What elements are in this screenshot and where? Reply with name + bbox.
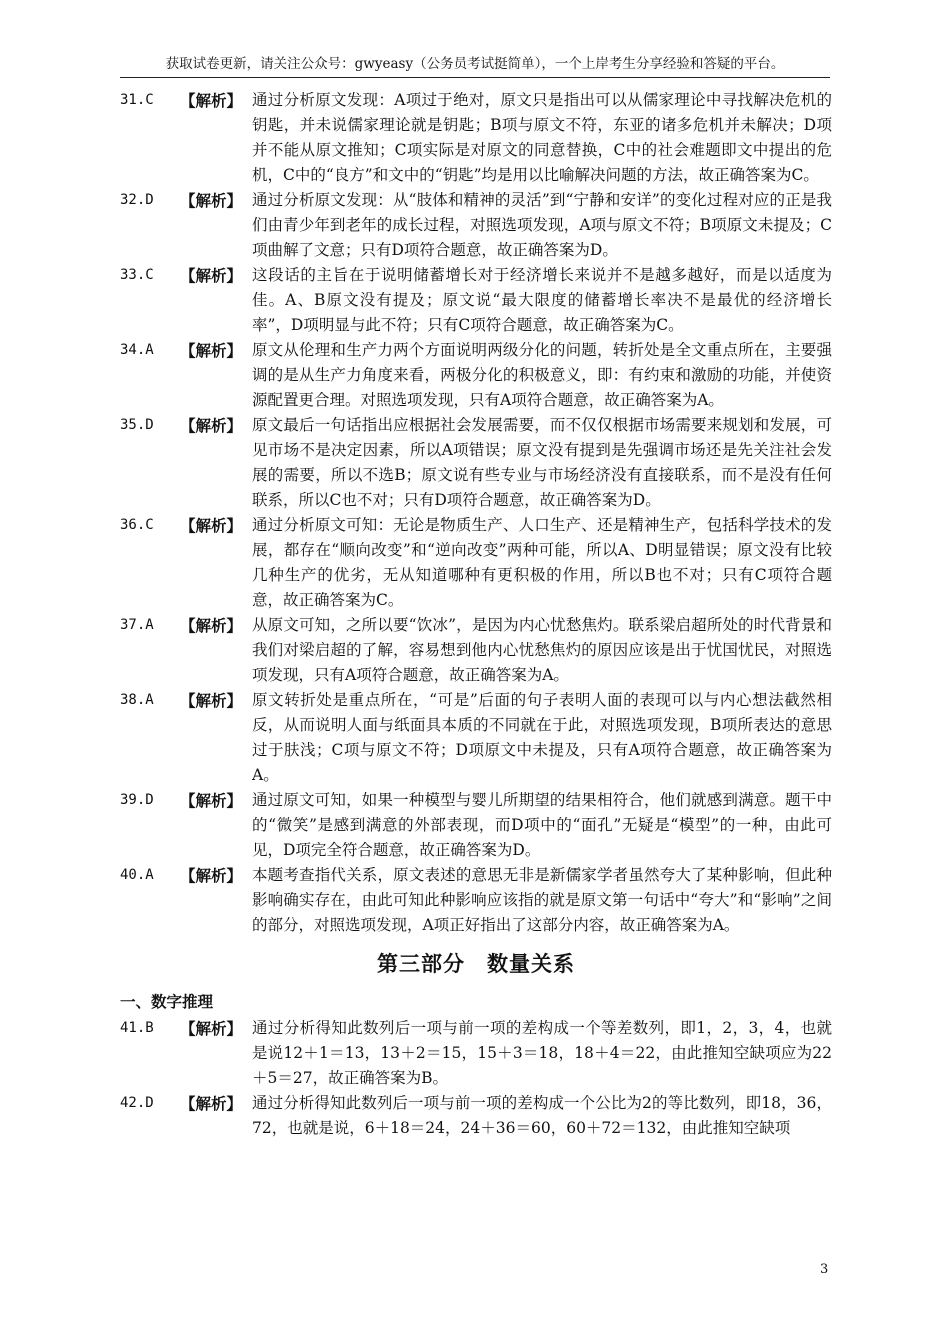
analysis-text: 本题考查指代关系，原文表述的意思无非是新儒家学者虽然夸大了某种影响，但此种影响确实存在，由此可知此种影响应该指的就是原文第一句话中“夸大”和“影响”之间的部分，对照选项发现，A项正好指出了这部分内容，故正确答案为A。: [252, 866, 832, 934]
analysis-text: 通过分析得知此数列后一项与前一项的差构成一个公比为2的等比数列，即18，36，72，也就是说，6＋18＝24，24＋36＝60，60＋72＝132，由此推知空缺项: [252, 1094, 832, 1137]
page-number: 3: [820, 1262, 829, 1277]
answer-item: [120, 688, 832, 788]
answer-number: 35.D: [120, 417, 154, 433]
answer-item: [120, 1016, 832, 1091]
answer-item: [120, 88, 832, 188]
answer-item: [120, 338, 832, 413]
analysis-tag: 【解析】: [180, 416, 243, 435]
answer-list-numbers: [120, 1016, 832, 1141]
answer-number: 40.A: [120, 867, 154, 883]
answer-number: 37.A: [120, 617, 154, 633]
analysis-text: 原文最后一句话指出应根据社会发展需要，而不仅仅根据市场需要来规划和发展，可见市场不是决定因素，所以A项错误；原文没有提到是先强调市场还是先关注社会发展的需要，所以不选B；原文说有些专业与市场经济没有直接联系，而不是没有任何联系，所以C也不对；只有D项符合题意，故正确答案为D。: [252, 416, 832, 509]
analysis-text: 原文从伦理和生产力两个方面说明两级分化的问题，转折处是全文重点所在，主要强调的是从生产力角度来看，两极分化的积极意义，即：有约束和激励的功能，并使资源配置更合理。对照选项发现，只有A项符合题意，故正确答案为A。: [252, 341, 832, 409]
answer-item: [120, 263, 832, 338]
analysis-tag: 【解析】: [180, 516, 243, 535]
answer-number: 36.C: [120, 517, 154, 533]
analysis-text: 通过分析原文可知：无论是物质生产、人口生产、还是精神生产，包括科学技术的发展，都存在“顺向改变”和“逆向改变”两种可能，所以A、D明显错误；原文没有比较几种生产的优劣，无从知道哪种有更积极的作用，所以B也不对；只有C项符合题意，故正确答案为C。: [252, 516, 832, 609]
answer-content: [120, 88, 832, 1141]
analysis-tag: 【解析】: [180, 341, 243, 360]
analysis-tag: 【解析】: [180, 191, 243, 210]
section-title: 第三部分 数量关系: [377, 952, 575, 976]
analysis-text: 这段话的主旨在于说明储蓄增长对于经济增长来说并不是越多越好，而是以适度为佳。A、B原文没有提及；原文说“最大限度的储蓄增长率决不是最优的经济增长率”，D项明显与此不符；只有C项符合题意，故正确答案为C。: [252, 266, 832, 334]
analysis-text: 从原文可知，之所以要“饮冰”，是因为内心忧愁焦灼。联系梁启超所处的时代背景和我们对梁启超的了解，容易想到他内心忧愁焦灼的原因应该是出于忧国忧民，对照选项发现，只有A项符合题意，故正确答案为A。: [252, 616, 832, 684]
answer-number: 38.A: [120, 692, 154, 708]
analysis-text: 通过分析原文发现：A项过于绝对，原文只是指出可以从儒家理论中寻找解决危机的钥匙，并未说儒家理论就是钥匙；B项与原文不符，东亚的诸多危机并未解决；D项并不能从原文推知；C项实际是对原文的同意替换，C中的社会难题即文中提出的危机，C中的“良方”和文中的“钥匙”均是用以比喻解决问题的方法，故正确答案为C。: [252, 91, 832, 184]
answer-number: 31.C: [120, 92, 154, 108]
answer-item: [120, 613, 832, 688]
analysis-tag: 【解析】: [180, 791, 243, 810]
subsection-title: 一、数字推理: [120, 993, 214, 1011]
answer-number: 32.D: [120, 192, 154, 208]
analysis-text: 通过分析得知此数列后一项与前一项的差构成一个等差数列，即1，2，3，4，也就是说12＋1＝13，13＋2＝15，15＋3＝18，18＋4＝22，由此推知空缺项应为22＋5＝27，故正确答案为B。: [252, 1019, 832, 1087]
analysis-tag: 【解析】: [180, 266, 243, 285]
analysis-text: 通过原文可知，如果一种模型与婴儿所期望的结果相符合，他们就感到满意。题干中的“微笑”是感到满意的外部表现，而D项中的“面孔”无疑是“模型”的一种，由此可见，D项完全符合题意，故正确答案为D。: [252, 791, 832, 859]
header-rule: [120, 77, 830, 78]
answer-number: 34.A: [120, 342, 154, 358]
answer-item: [120, 788, 832, 863]
page-header: 获取试卷更新，请关注公众号：gwyeasy（公务员考试挺简单），一个上岸考生分享经验和答疑的平台。: [165, 56, 785, 72]
answer-item: [120, 1091, 832, 1141]
analysis-text: 原文转折处是重点所在，“可是”后面的句子表明人面的表现可以与内心想法截然相反，从而说明人面与纸面具本质的不同就在于此，对照选项发现，B项所表达的意思过于肤浅；C项与原文不符；D项原文中未提及，只有A项符合题意，故正确答案为A。: [252, 691, 832, 784]
answer-item: [120, 513, 832, 613]
analysis-tag: 【解析】: [180, 616, 243, 635]
analysis-tag: 【解析】: [180, 691, 243, 710]
answer-number: 39.D: [120, 792, 154, 808]
analysis-tag: 【解析】: [180, 91, 243, 110]
answer-number: 42.D: [120, 1095, 154, 1111]
analysis-tag: 【解析】: [180, 1019, 243, 1038]
analysis-text: 通过分析原文发现：从“肢体和精神的灵活”到“宁静和安详”的变化过程对应的正是我们由青少年到老年的成长过程，对照选项发现，A项与原文不符；B项原文未提及；C项曲解了文意；只有D项符合题意，故正确答案为D。: [252, 191, 832, 259]
answer-list-reading: [120, 88, 832, 938]
answer-item: [120, 863, 832, 938]
answer-number: 33.C: [120, 267, 154, 283]
answer-item: [120, 188, 832, 263]
analysis-tag: 【解析】: [180, 1094, 243, 1113]
answer-item: [120, 413, 832, 513]
analysis-tag: 【解析】: [180, 866, 243, 885]
answer-number: 41.B: [120, 1020, 154, 1036]
